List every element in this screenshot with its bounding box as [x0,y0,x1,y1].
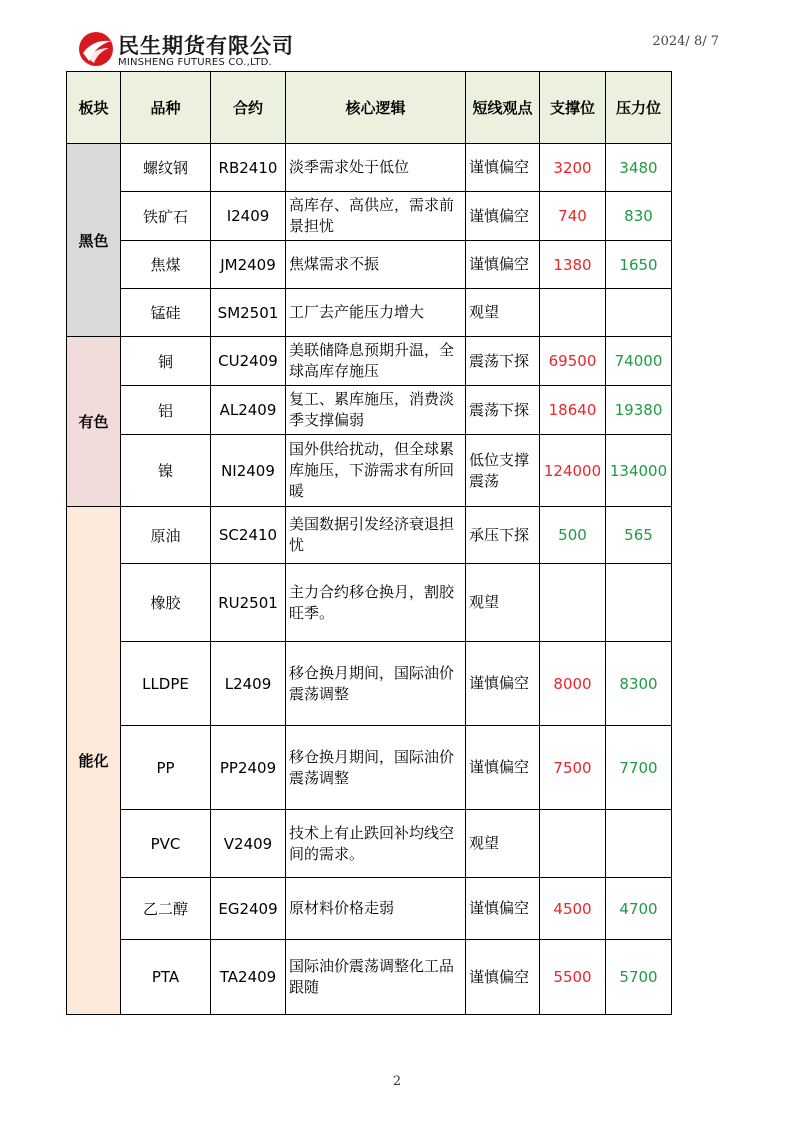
resistance-cell: 7700 [606,726,672,810]
view-cell: 谨慎偏空 [466,192,540,241]
support-cell: 1380 [540,241,606,289]
view-cell: 震荡下探 [466,337,540,386]
table-row [67,435,672,507]
logic-cell: 技术上有止跌回补均线空间的需求。 [286,810,466,878]
logic-cell: 国外供给扰动，但全球累库施压，下游需求有所回暖 [286,435,466,507]
view-cell: 震荡下探 [466,386,540,435]
resistance-cell: 3480 [606,144,672,192]
col-header-variety: 品种 [121,72,211,144]
futures-view-table [66,71,672,1015]
resistance-cell [606,564,672,642]
view-cell: 谨慎偏空 [466,878,540,940]
report-date: 2024/ 8/ 7 [652,34,719,49]
contract-cell: JM2409 [211,241,286,289]
support-cell: 500 [540,507,606,564]
page-header [0,0,794,72]
table-row [67,337,672,386]
support-cell [540,810,606,878]
table-row [67,241,672,289]
contract-cell: PP2409 [211,726,286,810]
support-cell: 69500 [540,337,606,386]
support-cell: 8000 [540,642,606,726]
resistance-cell: 830 [606,192,672,241]
table-row [67,507,672,564]
variety-cell: PP [121,726,211,810]
view-cell: 谨慎偏空 [466,642,540,726]
table-row [67,642,672,726]
contract-cell: AL2409 [211,386,286,435]
contract-cell: V2409 [211,810,286,878]
contract-cell: I2409 [211,192,286,241]
view-cell: 观望 [466,289,540,337]
logic-cell: 主力合约移仓换月，割胶旺季。 [286,564,466,642]
table-row [67,726,672,810]
resistance-cell [606,289,672,337]
sector-cell: 黑色 [67,144,121,337]
col-header-sector: 板块 [67,72,121,144]
table-row [67,564,672,642]
resistance-cell: 1650 [606,241,672,289]
contract-cell: TA2409 [211,940,286,1015]
variety-cell: 橡胶 [121,564,211,642]
contract-cell: L2409 [211,642,286,726]
logic-cell: 美联储降息预期升温，全球高库存施压 [286,337,466,386]
variety-cell: 焦煤 [121,241,211,289]
sector-cell: 能化 [67,507,121,1015]
view-cell: 低位支撑震荡 [466,435,540,507]
col-header-view: 短线观点 [466,72,540,144]
variety-cell: LLDPE [121,642,211,726]
contract-cell: RB2410 [211,144,286,192]
col-header-support: 支撑位 [540,72,606,144]
col-header-contract: 合约 [211,72,286,144]
logic-cell: 焦煤需求不振 [286,241,466,289]
logic-cell: 工厂去产能压力增大 [286,289,466,337]
table-header-row [67,72,672,144]
variety-cell: 铁矿石 [121,192,211,241]
table-row [67,289,672,337]
page-number: 2 [392,1074,402,1089]
variety-cell: 镍 [121,435,211,507]
contract-cell: CU2409 [211,337,286,386]
logic-cell: 美国数据引发经济衰退担忧 [286,507,466,564]
contract-cell: SM2501 [211,289,286,337]
logic-cell: 移仓换月期间，国际油价震荡调整 [286,726,466,810]
contract-cell: RU2501 [211,564,286,642]
company-name-cn: 民生期货有限公司 [118,34,294,58]
table-row [67,386,672,435]
table-row [67,144,672,192]
support-cell: 4500 [540,878,606,940]
contract-cell: EG2409 [211,878,286,940]
col-header-resistance: 压力位 [606,72,672,144]
view-cell: 谨慎偏空 [466,940,540,1015]
sector-cell: 有色 [67,337,121,507]
logic-cell: 国际油价震荡调整化工品跟随 [286,940,466,1015]
variety-cell: 铜 [121,337,211,386]
support-cell [540,289,606,337]
company-logo [78,28,298,72]
table-row [67,192,672,241]
resistance-cell: 19380 [606,386,672,435]
contract-cell: SC2410 [211,507,286,564]
minsheng-logo-icon [78,31,114,67]
contract-cell: NI2409 [211,435,286,507]
view-cell: 谨慎偏空 [466,144,540,192]
table-row [67,810,672,878]
variety-cell: 乙二醇 [121,878,211,940]
logic-cell: 复工、累库施压，消费淡季支撑偏弱 [286,386,466,435]
support-cell: 5500 [540,940,606,1015]
view-cell: 观望 [466,810,540,878]
support-cell: 7500 [540,726,606,810]
view-cell: 观望 [466,564,540,642]
view-cell: 谨慎偏空 [466,241,540,289]
resistance-cell: 565 [606,507,672,564]
logic-cell: 淡季需求处于低位 [286,144,466,192]
logic-cell: 原材料价格走弱 [286,878,466,940]
col-header-logic: 核心逻辑 [286,72,466,144]
support-cell: 18640 [540,386,606,435]
variety-cell: PTA [121,940,211,1015]
logic-cell: 移仓换月期间，国际油价震荡调整 [286,642,466,726]
support-cell [540,564,606,642]
resistance-cell: 74000 [606,337,672,386]
table-row [67,940,672,1015]
variety-cell: 锰硅 [121,289,211,337]
resistance-cell: 5700 [606,940,672,1015]
company-name-en: MINSHENG FUTURES CO.,LTD. [118,57,272,68]
table-row [67,878,672,940]
variety-cell: PVC [121,810,211,878]
variety-cell: 铝 [121,386,211,435]
variety-cell: 原油 [121,507,211,564]
support-cell: 3200 [540,144,606,192]
resistance-cell: 134000 [606,435,672,507]
view-cell: 承压下探 [466,507,540,564]
variety-cell: 螺纹钢 [121,144,211,192]
resistance-cell: 4700 [606,878,672,940]
logic-cell: 高库存、高供应，需求前景担忧 [286,192,466,241]
support-cell: 124000 [540,435,606,507]
resistance-cell: 8300 [606,642,672,726]
view-cell: 谨慎偏空 [466,726,540,810]
support-cell: 740 [540,192,606,241]
resistance-cell [606,810,672,878]
